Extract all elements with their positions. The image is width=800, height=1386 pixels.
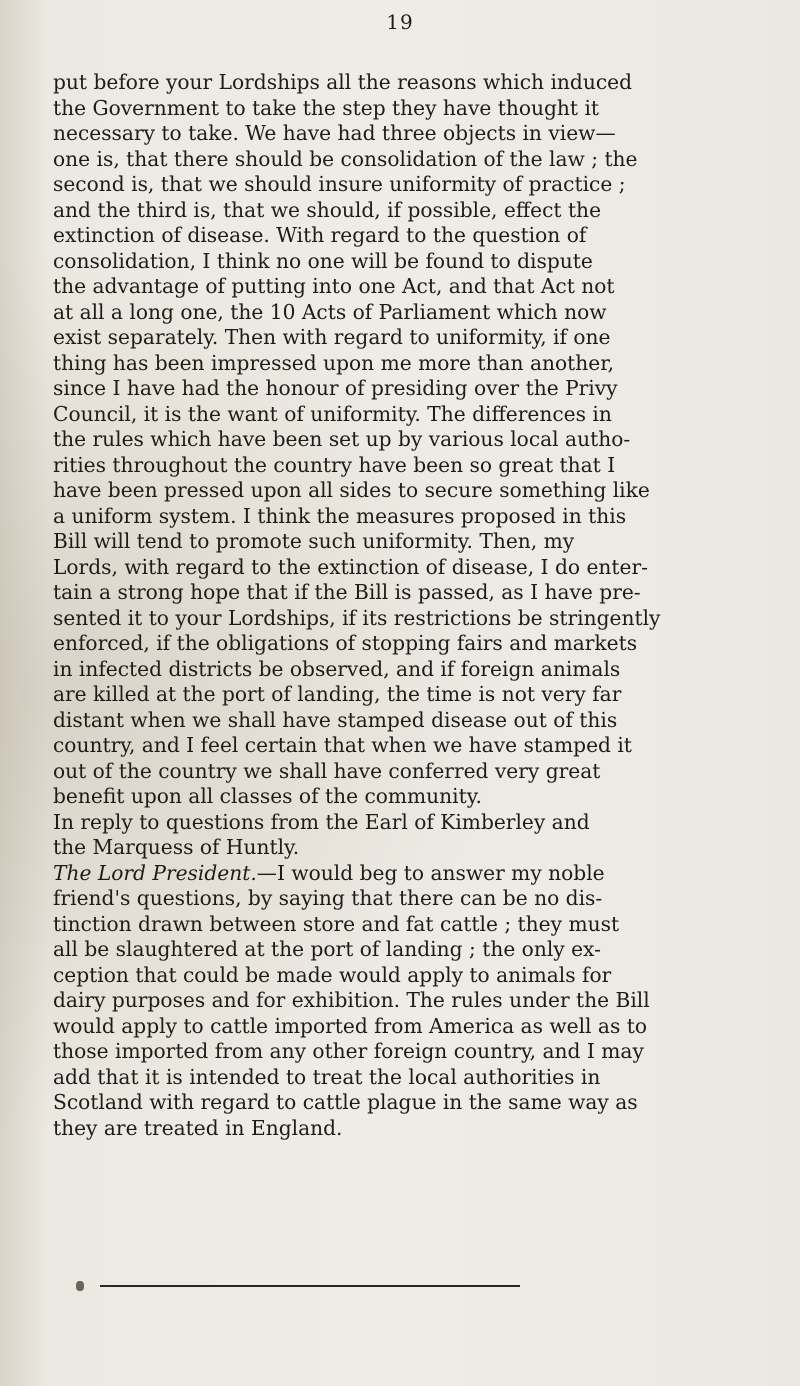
text-line: the advantage of putting into one Act, and that Act not <box>53 274 615 298</box>
text-line: country, and I feel certain that when we have stamped it <box>53 733 632 757</box>
text-line: sented it to your Lordships, if its restrictions be stringently <box>53 605 661 630</box>
speaker-line-rest: —I would beg to answer my noble <box>256 860 605 885</box>
paragraph-consolidation <box>53 70 745 810</box>
text-line: all be slaughtered at the port of landing ; the only ex- <box>53 937 601 961</box>
text-line: ception that could be made would apply to animals for <box>53 962 612 987</box>
text-line: friend's questions, by saying that there can be no dis- <box>53 886 603 910</box>
text-line: enforced, if the obligations of stopping fairs and markets <box>53 631 638 655</box>
text-line: benefit upon all classes of the community. <box>53 784 482 808</box>
text-line <box>53 861 745 887</box>
paragraph-lord-president <box>53 861 745 1142</box>
text-line: have been pressed upon all sides to secure something like <box>53 478 650 502</box>
text-line: are killed at the port of landing, the time is not very far <box>53 682 622 706</box>
text-line: a uniform system. I think the measures proposed in this <box>53 503 627 528</box>
text-line: the Marquess of Huntly. <box>53 835 300 859</box>
text-line: at all a long one, the 10 Acts of Parliament which now <box>53 299 607 324</box>
text-line: put before your Lordships all the reasons which induced <box>53 70 633 94</box>
text-line: one is, that there should be consolidation of the law ; the <box>53 146 638 171</box>
text-line: thing has been impressed upon me more than another, <box>53 350 615 375</box>
text-line: consolidation, I think no one will be found to dispute <box>53 248 593 273</box>
text-line: in infected districts be observed, and if foreign animals <box>53 656 621 681</box>
text-line: Council, it is the want of uniformity. The differences in <box>53 401 612 426</box>
text-line: they are treated in England. <box>53 1115 343 1140</box>
text-line: distant when we shall have stamped disease out of this <box>53 707 618 732</box>
text-line: extinction of disease. With regard to the question of <box>53 223 587 247</box>
text-line: necessary to take. We have had three objects in view— <box>53 121 616 145</box>
text-line: those imported from any other foreign country, and I may <box>53 1039 644 1063</box>
text-line: second is, that we should insure uniformity of practice ; <box>53 172 626 196</box>
text-line: tinction drawn between store and fat cattle ; they must <box>53 911 620 936</box>
text-line: and the third is, that we should, if possible, effect the <box>53 197 602 222</box>
text-line: Lords, with regard to the extinction of disease, I do enter- <box>53 554 648 579</box>
text-line: tain a strong hope that if the Bill is passed, as I have pre- <box>53 580 641 604</box>
text-line: the Government to take the step they have thought it <box>53 95 600 120</box>
text-line: exist separately. Then with regard to uniformity, if one <box>53 325 611 349</box>
text-line: out of the country we shall have conferred very great <box>53 758 601 783</box>
text-line: Bill will tend to promote such uniformity. Then, my <box>53 529 575 553</box>
paragraph-reply-note <box>53 810 745 861</box>
text-line: In reply to questions from the Earl of Kimberley and <box>53 809 590 834</box>
text-line: add that it is intended to treat the local authorities in <box>53 1064 601 1089</box>
speaker-name: The Lord President. <box>53 860 257 885</box>
page-number: 19 <box>386 10 414 34</box>
text-line: Scotland with regard to cattle plague in the same way as <box>53 1090 638 1114</box>
text-line: dairy purposes and for exhibition. The rules under the Bill <box>53 988 650 1012</box>
ink-mark <box>76 1281 84 1291</box>
text-line: rities throughout the country have been so great that I <box>53 452 616 477</box>
text-line: the rules which have been set up by various local autho- <box>53 427 631 451</box>
text-line: since I have had the honour of presiding over the Privy <box>53 376 618 400</box>
body-text <box>53 70 745 1141</box>
text-line: would apply to cattle imported from America as well as to <box>53 1013 648 1038</box>
section-rule <box>100 1285 520 1287</box>
